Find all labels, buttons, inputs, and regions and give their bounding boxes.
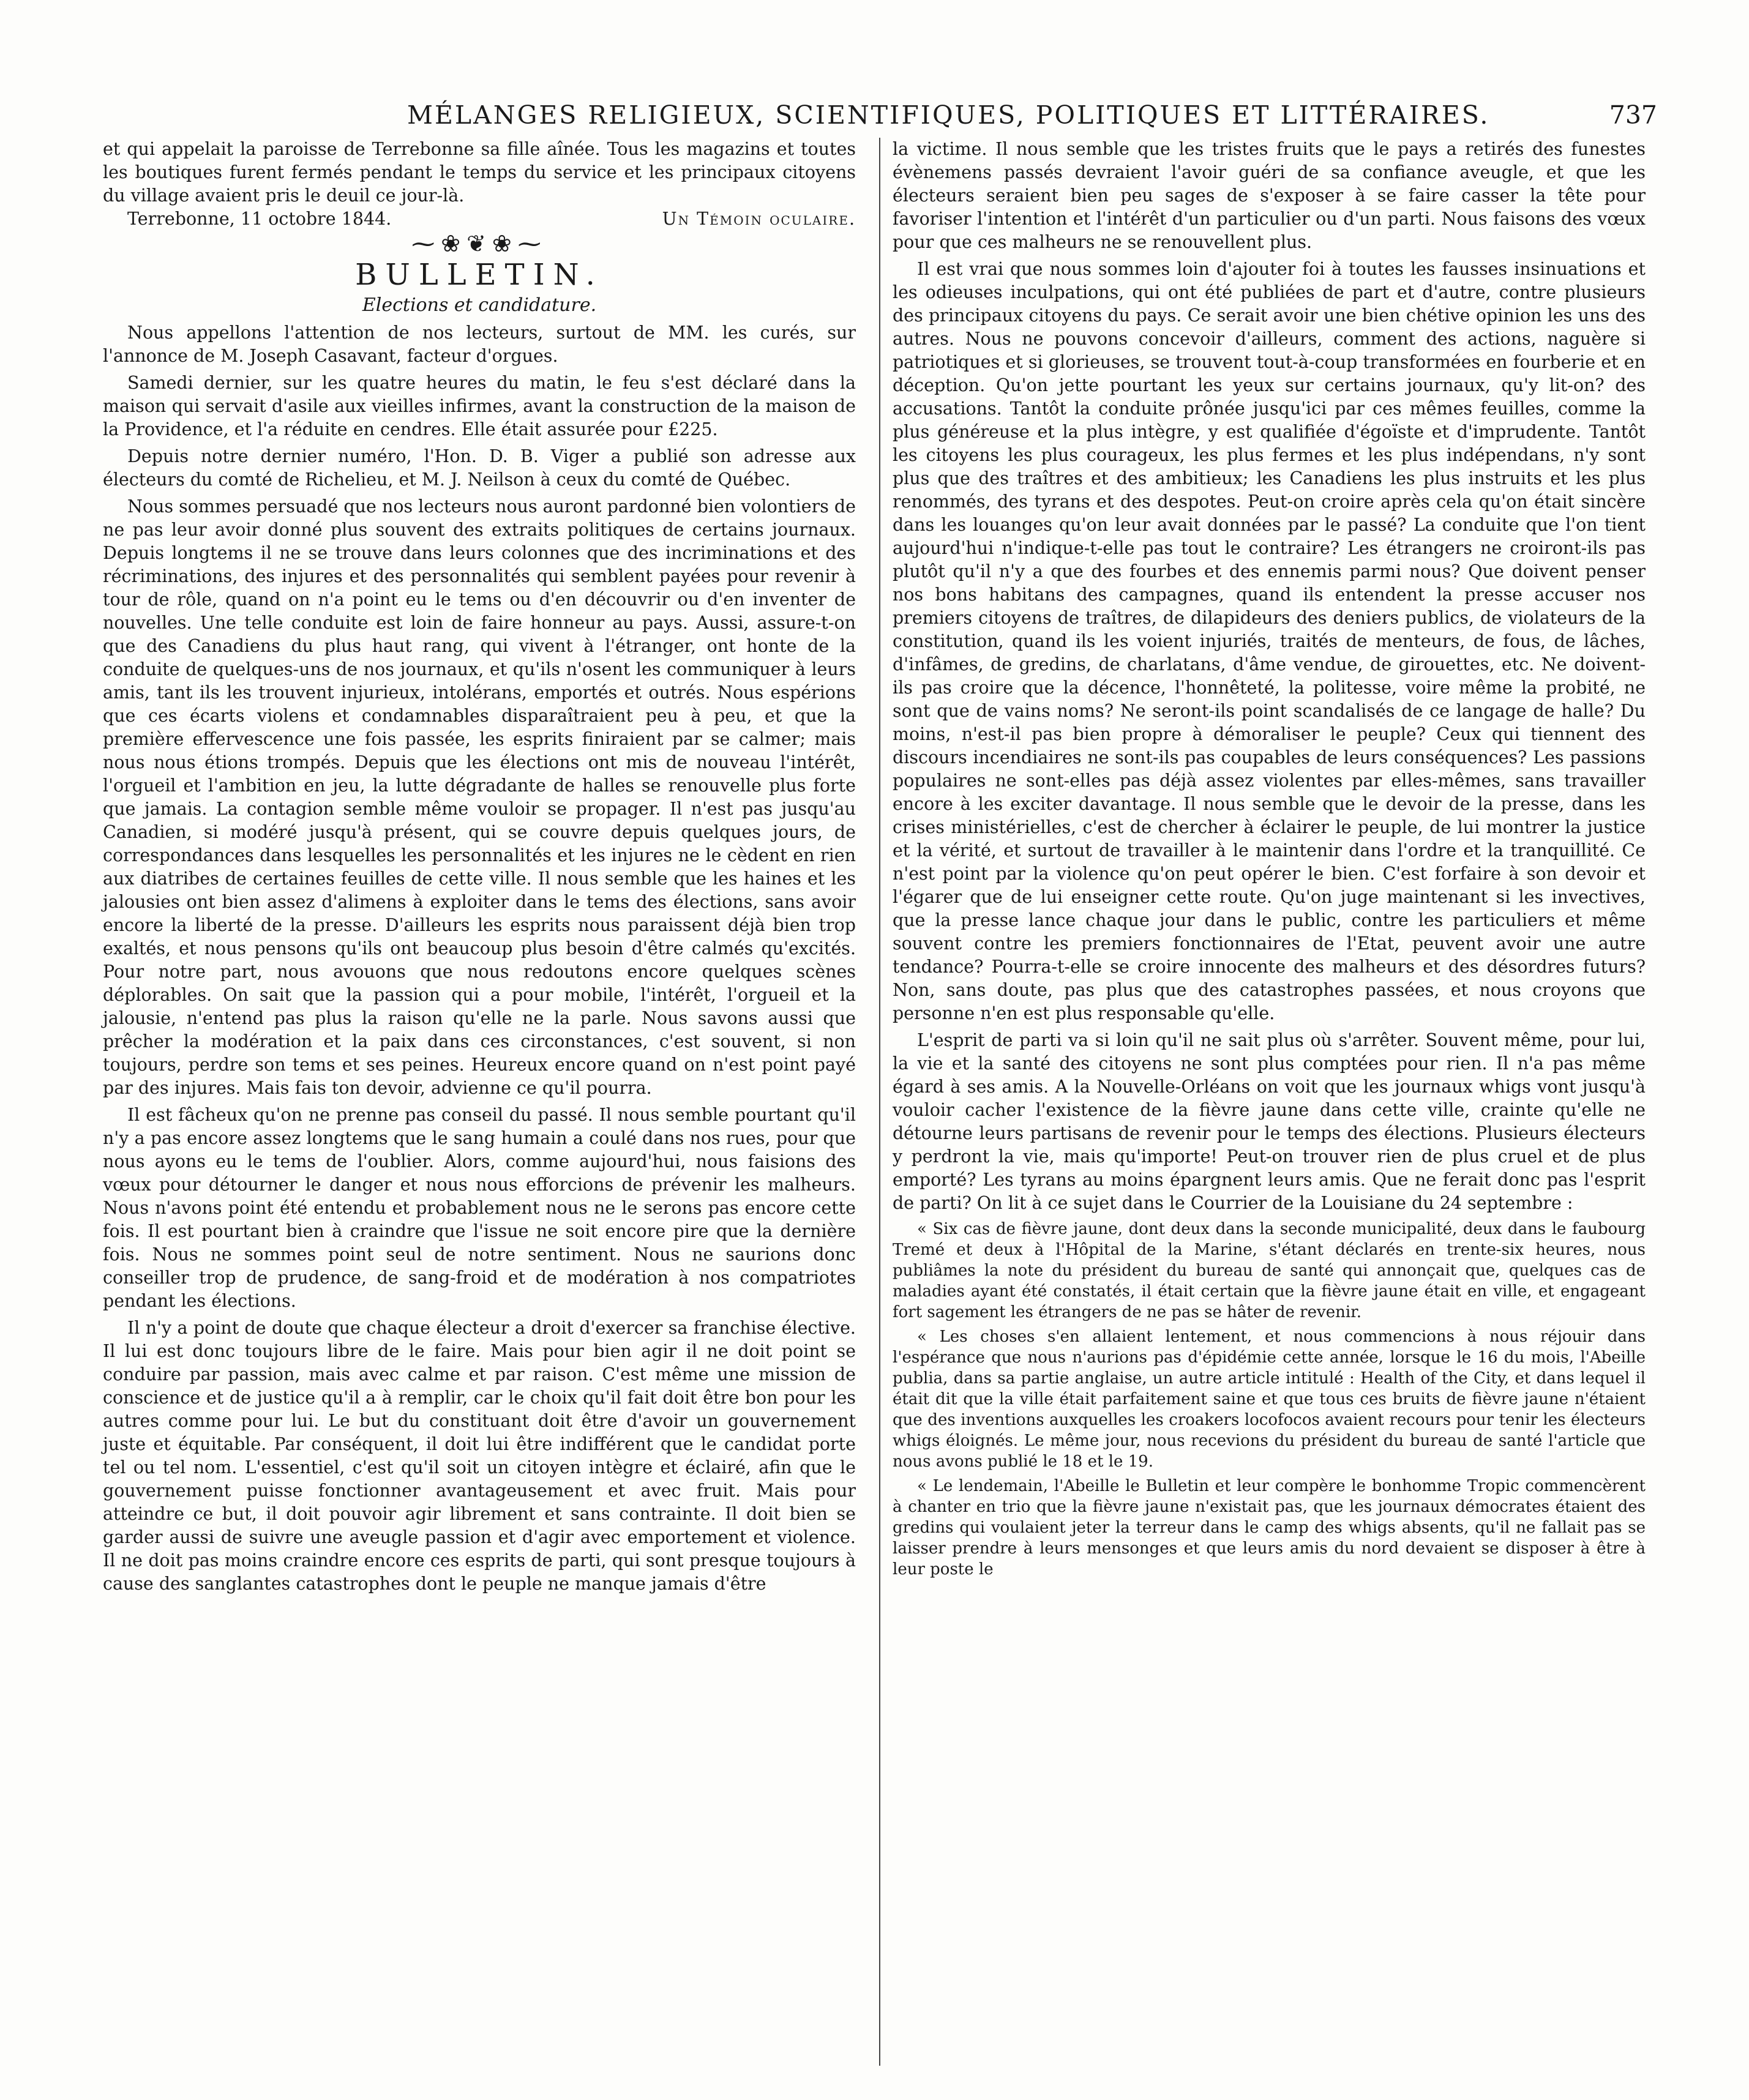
paragraph: Samedi dernier, sur les quatre heures du matin, le feu s'est déclaré dans la maison qui servait d'asile aux vieilles infirmes, avant la construction de la maison de la Providence, et l'a réduite en cendres. Elle était assurée pour £225. (103, 373, 856, 439)
bulletin-subtitle: Elections et candidature. (362, 294, 597, 316)
right-column (893, 138, 1646, 1580)
quoted-paragraph: « Le lendemain, l'Abeille le Bulletin et leur compère le bonhomme Tropic commencèrent à chanter en trio que la fièvre jaune n'existait pas, que les journaux démocrates étaient des gredins qui voulaient jeter la terreur dans le camp des whigs absents, qu'il ne fallait pas se laisser prendre à leurs mensonges et que leurs amis du nord devaient se disposer à être à leur poste le (893, 1477, 1646, 1579)
ornament-divider: ⁓❀❦❀⁓ (411, 230, 547, 257)
running-title: MÉLANGES RELIGIEUX, SCIENTIFIQUES, POLITIQUES ET LITTÉRAIRES. (407, 100, 1490, 130)
signature-name: Un Témoin oculaire. (662, 209, 856, 229)
paragraph: la victime. Il nous semble que les tristes fruits que le pays a retirés des funestes évènemens passés devraient l'avoir guéri de sa confiance aveugle, et que les électeurs seraient bien peu sages de s'exposer à se faire casser la tête pour favoriser l'intention et l'intérêt d'un particulier ou d'un parti. Nous faisons des vœux pour que ces malheurs ne se renouvellent plus. (893, 139, 1646, 252)
left-column (103, 138, 856, 1596)
quoted-paragraph: « Les choses s'en allaient lentement, et nous commencions à nous réjouir dans l'espérance que nous n'aurions pas d'épidémie cette année, lorsque le 16 du mois, l'Abeille publia, dans sa partie anglaise, un autre article intitulé : Health of the City, et dans lequel il était dit que la ville était parfaitement saine et que tous ces bruits de fièvre jaune n'étaient que des inventions auxquelles les croakers locofocos avaient recours pour tenir les électeurs whigs éloignés. Le même jour, nous recevions du président du bureau de santé l'article que nous avons publié le 18 et le 19. (893, 1328, 1646, 1471)
signature-place: Terrebonne, 11 octobre 1844. (127, 209, 392, 229)
paragraph: L'esprit de parti va si loin qu'il ne sait plus où s'arrêter. Souvent même, pour lui, la vie et la santé des citoyens ne sont plus comptées pour rien. Il n'a pas même égard à ses amis. A la Nouvelle-Orléans on voit que les journaux whigs vont jusqu'à vouloir cacher l'existence de la fièvre jaune dans cette ville, crainte qu'elle ne détourne leurs partisans de revenir pour le temps des élections. Plusieurs électeurs y perdront la vie, mais qu'importe! Peut-on trouver rien de plus cruel et de plus emporté? Les tyrans au moins épargnent leurs amis. Que ne ferait donc pas l'esprit de parti? On lit à ce sujet dans le Courrier de la Louisiane du 24 septembre : (893, 1030, 1646, 1213)
quoted-paragraph: « Six cas de fièvre jaune, dont deux dans la seconde municipalité, deux dans le faubourg Tremé et deux à l'Hôpital de la Marine, s'étant déclarés en trente-six heures, nous publiâmes la note du président du bureau de santé qui annonçait que, quelques cas de maladies ayant été constatés, il était certain que la fièvre jaune était en ville, et engageant fort sagement les étrangers de ne pas se hâter de revenir. (893, 1220, 1646, 1321)
article-continuation: et qui appelait la paroisse de Terrebonne sa fille aînée. Tous les magazins et toutes les boutiques furent fermés pendant le temps du service et les principaux citoyens du village avaient pris le deuil ce jour-là. (103, 139, 856, 206)
signature-line (103, 207, 856, 231)
page-number: 737 (1609, 100, 1657, 130)
paragraph: Depuis notre dernier numéro, l'Hon. D. B. Viger a publié son adresse aux électeurs du comté de Richelieu, et M. J. Neilson à ceux du comté de Québec. (103, 446, 856, 490)
paragraph: Nous appellons l'attention de nos lecteurs, surtout de MM. les curés, sur l'annonce de M. Joseph Casavant, facteur d'orgues. (103, 323, 856, 366)
paragraph: Il n'y a point de doute que chaque électeur a droit d'exercer sa franchise élective. Il lui est donc toujours libre de le faire. Mais pour bien agir il ne doit point se conduire par passion, mais avec calme et par raison. C'est même une mission de conscience et de justice qu'il a à remplir, car le choix qu'il fait doit être bon pour les autres comme pour lui. Le but du constituant doit être d'avoir un gouvernement juste et équitable. Par conséquent, il doit lui être indifférent que le candidat porte tel ou tel nom. L'essentiel, c'est qu'il soit un citoyen intègre et éclairé, afin que le gouvernement puisse fonctionner avantageusement et avec fruit. Mais pour atteindre ce but, il doit pouvoir agir librement et sans contrainte. Il doit bien se garder aussi de suivre une aveugle passion et d'agir avec emportement et violence. Il ne doit pas moins craindre encore ces esprits de parti, qui sont presque toujours à cause des sanglantes catastrophes dont le peuple ne manque jamais d'être (103, 1318, 856, 1594)
paragraph: Il est vrai que nous sommes loin d'ajouter foi à toutes les fausses insinuations et les odieuses inculpations, qui ont été publiées de part et d'autre, contre plusieurs des principaux citoyens du pays. Ce serait avoir une bien chétive opinion les uns des autres. Nous ne pouvons concevoir d'ailleurs, comment des actions, naguère si patriotiques et si glorieuses, se trouvent tout-à-coup transformées en fourberie et en déception. Qu'on jette pourtant les yeux sur certains journaux, qu'y lit-on? des accusations. Tantôt la conduite prônée jusqu'ici par ces mêmes feuilles, comme la plus généreuse et la plus intègre, y est qualifiée d'égoïste et d'imprudente. Tantôt les citoyens les plus courageux, les plus fermes et les plus indépendans, n'y sont plus que des traîtres et des ambitieux; les Canadiens les plus instruits et les plus renommés, des tyrans et des despotes. Peut-on croire après cela qu'on était sincère dans les louanges qu'on leur avait données par le passé? La conduite que l'on tient aujourd'hui n'indique-t-elle pas tout le contraire? Les étrangers ne croiront-ils pas plutôt qu'il n'y a que des fourbes et des ennemis parmi nous? Que doivent penser nos bons habitans des campagnes, quand ils entendent la presse accuser nos premiers citoyens de traîtres, de dilapideurs des deniers publics, de violateurs de la constitution, quand ils les voient injuriés, traités de menteurs, de fous, de lâches, d'infâmes, de gredins, de charlatans, d'âme vendue, de girouettes, etc. Ne doivent-ils pas croire que la décence, l'honnêteté, la politesse, voire même la probité, ne sont que de vains noms? Ne seront-ils point scandalisés de ce langage de halle? Du moins, n'est-il pas bien propre à démoraliser le peuple? Ceux qui tiennent des discours incendiaires ne sont-ils pas coupables de leurs conséquences? Les passions populaires ne sont-elles pas déjà assez violentes par elles-mêmes, sans travailler encore à les exciter davantage. Il nous semble que le devoir de la presse, dans les crises ministérielles, c'est de chercher à éclairer le peuple, de lui montrer la justice et la vérité, et surtout de travailler à le maintenir dans l'ordre et la tranquillité. Ce n'est point par la violence qu'on peut opérer le bien. C'est forfaire à son devoir et l'égarer que de lui enseigner cette route. Qu'on juge maintenant si les invectives, que la presse lance chaque jour dans le public, contre les particuliers et même souvent contre les premiers fonctionnaires de l'Etat, peuvent avoir une autre tendance? Pourra-t-elle se croire innocente des malheurs et des désordres futurs? Non, sans doute, pas plus que des catastrophes passées, et nous croyons que personne n'en est plus responsable qu'elle. (893, 259, 1646, 1023)
column-rule (879, 138, 880, 2066)
paragraph: Il est fâcheux qu'on ne prenne pas conseil du passé. Il nous semble pourtant qu'il n'y a pas encore assez longtems que le sang humain a coulé dans nos rues, pour que nous ayons eu le tems de l'oublier. Alors, comme aujourd'hui, nous faisions des vœux pour détourner le danger et nous nous efforcions de prévenir les malheurs. Nous n'avons point été entendu et probablement nous ne le serons pas encore cette fois. Il est pourtant bien à craindre que l'issue ne soit encore pire que la dernière fois. Nous ne sommes point seul de notre sentiment. Nous ne saurions donc conseiller trop de prudence, de sang-froid et de modération à nos compatriotes pendant les élections. (103, 1105, 856, 1311)
paragraph: Nous sommes persuadé que nos lecteurs nous auront pardonné bien volontiers de ne pas leur avoir donné plus souvent des extraits politiques de certains journaux. Depuis longtems il ne se trouve dans leurs colonnes que des incriminations et des récriminations, des injures et des personnalités qui semblent payées pour revenir à tour de rôle, quand on n'a point eu le tems ou d'en découvrir ou d'en inventer de nouvelles. Une telle conduite est loin de faire honneur au pays. Aussi, assure-t-on que des Canadiens du plus haut rang, qui vivent à l'étranger, ont honte de la conduite de quelques-uns de nos journaux, et qu'ils n'osent les communiquer à leurs amis, tant ils les trouvent injurieux, intolérans, emportés et outrés. Nous espérions que ces écarts violens et condamnables disparaîtraient peu à peu, et que la première effervescence une fois passée, les esprits finiraient par se calmer; mais nous nous étions trompés. Depuis que les élections ont mis de nouveau l'intérêt, l'orgueil et l'ambition en jeu, la lutte dégradante de halles se renouvelle plus forte que jamais. La contagion semble même vouloir se propager. Il n'est pas jusqu'au Canadien, si modéré jusqu'à présent, qui se couvre depuis quelques jours, de correspondances dans lesquelles les personnalités et les injures ne le cèdent en rien aux diatribes de certaines feuilles de cette ville. Il nous semble que les haines et les jalousies ont bien assez d'alimens à exploiter dans le tems des élections, sans avoir encore la liberté de la presse. D'ailleurs les esprits nous paraissent déjà bien trop exaltés, et nous pensons qu'ils ont beaucoup plus besoin d'être calmés qu'excités. Pour notre part, nous avouons que nous redoutons encore quelques scènes déplorables. On sait que la passion qui a pour mobile, l'intérêt, l'orgueil et la jalousie, n'entend pas plus la raison qu'elle ne la parle. Nous savons aussi que prêcher la modération et la paix dans ces circonstances, c'est souvent, si non toujours, perdre son tems et ses peines. Heureux encore quand on n'est point payé par des injures. Mais fais ton devoir, advienne ce qu'il pourra. (103, 496, 856, 1098)
page-header (92, 92, 1657, 141)
bulletin-title: BULLETIN. (355, 258, 604, 292)
